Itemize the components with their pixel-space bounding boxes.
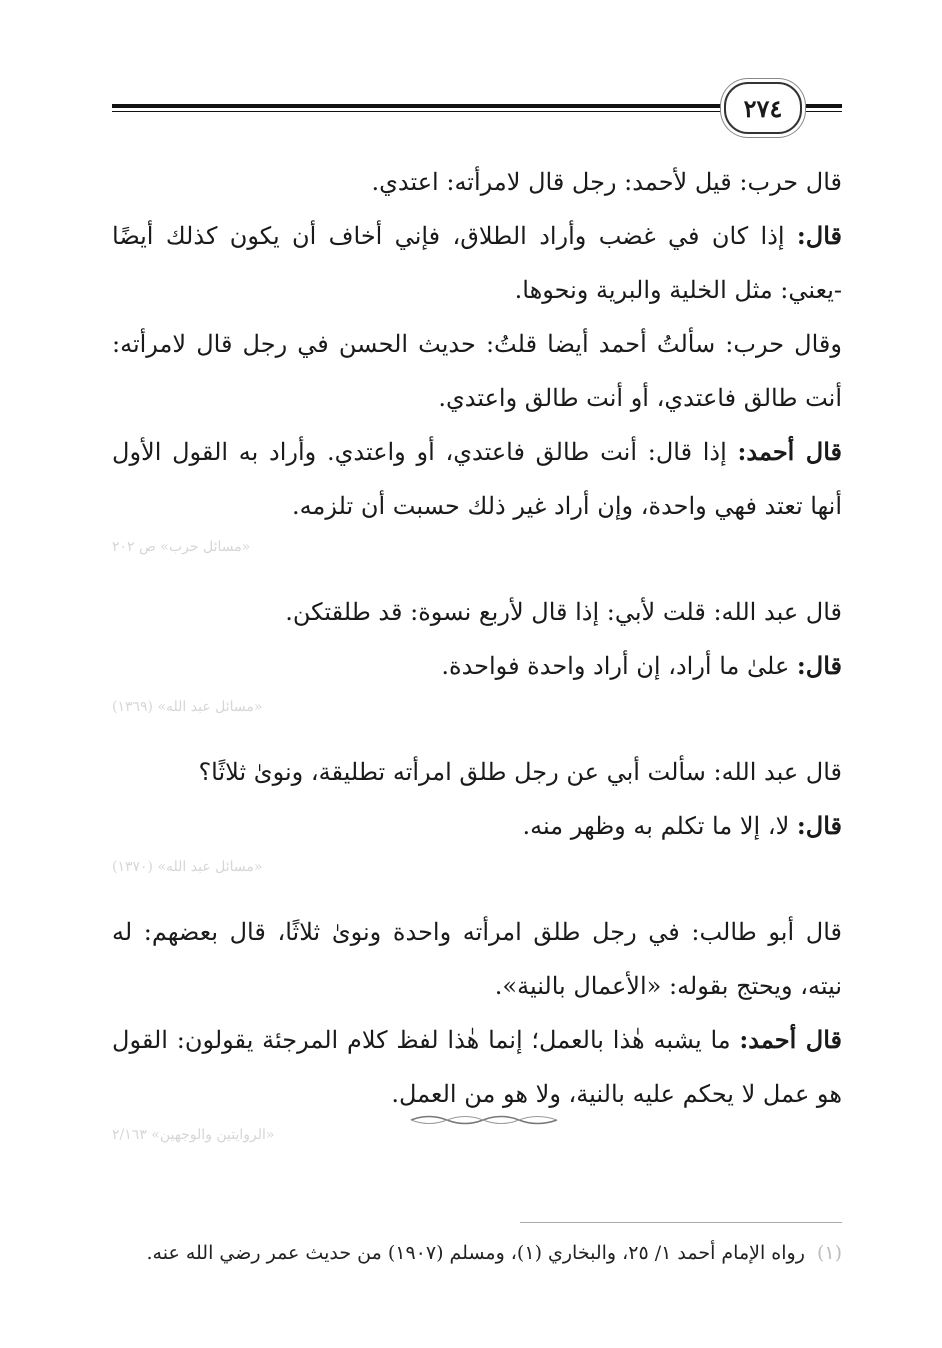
header-rule-right-thin [806, 111, 842, 112]
speaker-label: قال: [796, 811, 842, 840]
paragraph: قال أبو طالب: في رجل طلق امرأته واحدة ونوىٰ ثلاثًا، قال بعضهم: له نيته، ويحتج بقوله: «الأعمال بالنية». [112, 918, 842, 1000]
footnote-number: (١) [816, 1242, 842, 1264]
source-citation: «الروايتين والوجهين» ٢/١٦٣ [112, 1127, 275, 1143]
footnote-separator [520, 1222, 842, 1223]
speaker-label: قال: [796, 651, 842, 680]
paragraph: قال عبد الله: قلت لأبي: إذا قال لأربع نسوة: قد طلقتكن. [285, 598, 842, 626]
paragraph: قال: علىٰ ما أراد، إن أراد واحدة فواحدة. [441, 651, 842, 680]
header-rule-thin [112, 111, 724, 112]
paragraph: قال أحمد: إذا قال: أنت طالق فاعتدي، أو واعتدي. وأراد به القول الأول أنها تعتد فهي واحدة، وإن أراد غير ذلك حسبت أن تلزمه. [112, 437, 842, 520]
paragraph: وقال حرب: سألتُ أحمد أيضا قلتُ: حديث الحسن في رجل قال لامرأته: أنت طالق فاعتدي، أو أنت طالق واعتدي. [112, 330, 842, 412]
paragraph: قال: لا، إلا ما تكلم به وظهر منه. [522, 811, 842, 840]
header-rule [112, 104, 724, 108]
page-header [112, 80, 842, 130]
page-number: ٢٧٤ [724, 82, 802, 134]
section-divider-ornament [409, 1113, 559, 1127]
speaker-label: قال: [796, 221, 842, 250]
source-citation: «مسائل حرب» ص ٢٠٢ [112, 539, 251, 555]
page-body [112, 155, 842, 1173]
footnote-text: رواه الإمام أحمد ١/ ٢٥، والبخاري (١)، ومسلم (١٩٠٧) من حديث عمر رضي الله عنه. [146, 1242, 805, 1264]
paragraph: قال أحمد: ما يشبه هٰذا بالعمل؛ إنما هٰذا لفظ كلام المرجئة يقولون: القول هو عمل لا يحكم عليه بالنية، ولا هو من العمل. [112, 1025, 842, 1108]
speaker-label: قال أحمد: [739, 1025, 842, 1054]
paragraph: قال: إذا كان في غضب وأراد الطلاق، فإني أخاف أن يكون كذلك أيضًا -يعني: مثل الخلية والبرية ونحوها. [112, 221, 842, 304]
ornament-icon [409, 1113, 559, 1127]
source-citation: «مسائل عبد الله» (١٣٧٠) [112, 859, 263, 875]
paragraph: قال عبد الله: سألت أبي عن رجل طلق امرأته تطليقة، ونوىٰ ثلاثًا؟ [198, 758, 842, 786]
header-rule-right [806, 104, 842, 108]
source-citation: «مسائل عبد الله» (١٣٦٩) [112, 699, 263, 715]
paragraph: قال حرب: قيل لأحمد: رجل قال لامرأته: اعتدي. [371, 168, 842, 196]
speaker-label: قال أحمد: [737, 437, 842, 466]
footnote [112, 1238, 842, 1268]
